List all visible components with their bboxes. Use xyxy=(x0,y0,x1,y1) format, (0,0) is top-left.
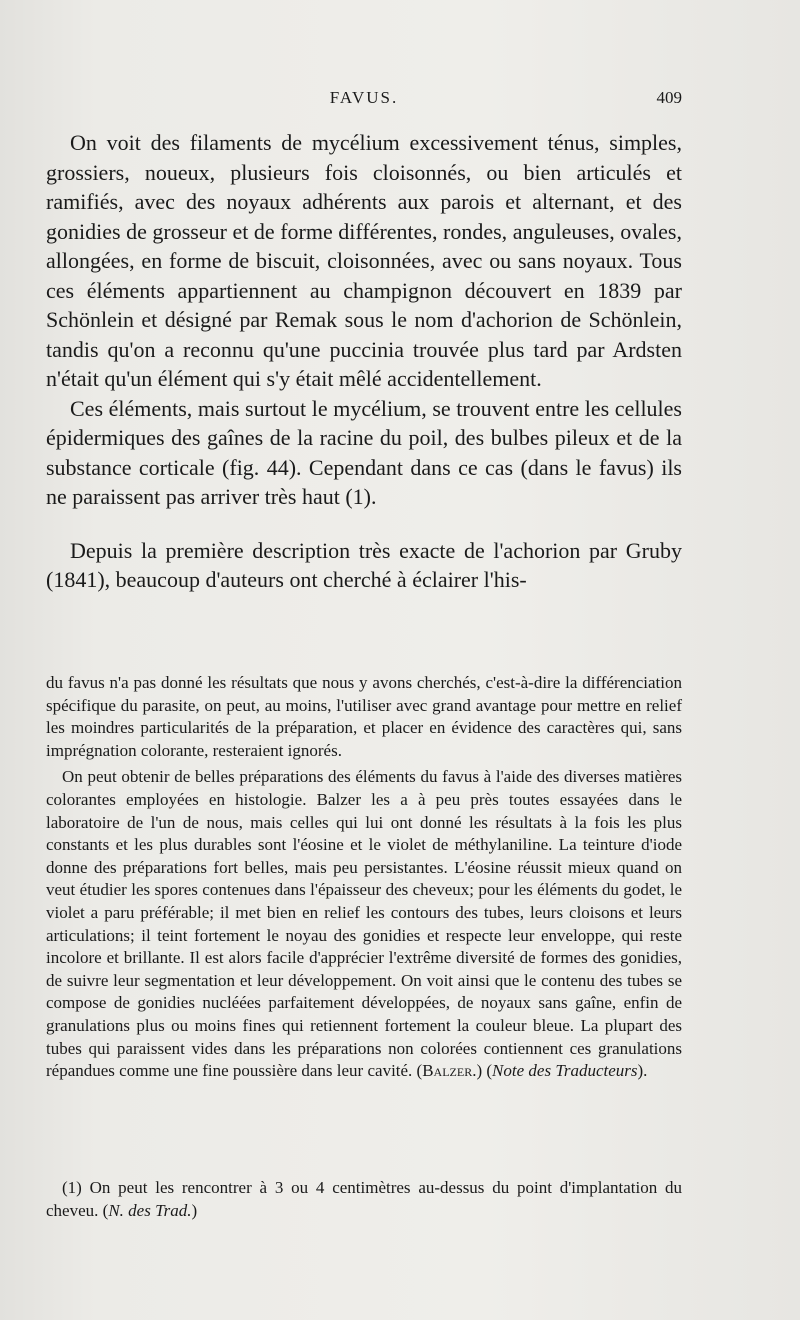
note-paragraph-1: du favus n'a pas donné les résultats que nous y avons cherchés, c'est-à-dire la différenciation spécifique du parasite, on peut, au moins, l'utiliser avec grand avantage pour mettre en relief les moindres particularités de la préparation, et placer en évidence des caractères qui, sans imprégnation colorante, resteraient ignorés. xyxy=(46,673,682,760)
footnote-attribution: N. des Trad. xyxy=(108,1200,192,1220)
body-paragraph-1: On voit des filaments de mycélium excessivement ténus, simples, grossiers, noueux, plusieurs fois cloisonnés, ou bien articulés et ramifiés, avec des noyaux adhérents aux parois et alternant, et des gonidies de grosseur et de forme différentes, rondes, anguleuses, ovales, allongées, en forme de biscuit, cloisonnées, avec ou sans noyaux. Tous ces éléments appartiennent au champignon découvert en 1839 par Schönlein et désigné par Remak sous le nom d'achorion de Schönlein, tandis qu'on a reconnu qu'une puccinia trouvée plus tard par Ardsten n'était qu'un élément qui s'y était mêlé accidentellement. xyxy=(46,130,682,391)
note-mid: .) ( xyxy=(472,1061,493,1081)
body-paragraph-2: Ces éléments, mais surtout le mycélium, se trouvent entre les cellules épidermiques des gaînes de la racine du poil, des bulbes pileux et de la substance corticale (fig. 44). Cependant dans ce cas (dans le favus) ils ne paraissent pas arriver très haut (1). xyxy=(46,395,682,509)
footnote-end: ) xyxy=(191,1200,198,1220)
note-attribution: Note des Traducteurs xyxy=(492,1061,638,1081)
page-header xyxy=(46,88,682,116)
main-text xyxy=(46,128,682,595)
footnote-text: (1) On peut les rencontrer à 3 ou 4 centimètres au-dessus du point d'implantation du cheveu. ( xyxy=(46,1178,682,1220)
note-author: Balzer xyxy=(422,1061,473,1081)
note-end: ). xyxy=(637,1061,648,1081)
note-paragraph-2-text: On peut obtenir de belles préparations des éléments du favus à l'aide des diverses matières colorantes employées en histologie. Balzer les a à peu près toutes essayées dans le laboratoire de l'un de nous, mais celles qui lui ont donné les résultats à la fois les plus constants et les plus durables sont l'éosine et le violet de méthylaniline. La teinture d'iode donne des préparations fort belles, mais peu persistantes. L'éosine réussit mieux quand on veut étudier les spores contenues dans l'épaisseur des cheveux; pour les éléments du godet, le violet a paru préférable; il met bien en relief les contours des tubes, leurs cloisons et leurs articulations; il teint fortement le noyau des gonidies et respecte leur enveloppe, qui reste incolore et brillante. Il est alors facile d'apprécier l'extrême diversité de formes des gonidies, de suivre leur segmentation et leur développement. On voit ainsi que le contenu des tubes se compose de gonidies nucléées parfaitement développées, de noyaux sans gaîne, enfin de granulations plus ou moins fines qui retiennent fortement la couleur bleue. La plupart des tubes qui paraissent vides dans les préparations non colorées contiennent ces granulations répandues comme une fine poussière dans leur cavité. ( xyxy=(46,767,682,1081)
note-paragraph-2 xyxy=(46,766,682,1082)
body-paragraph-3: Depuis la première description très exacte de l'achorion par Gruby (1841), beaucoup d'auteurs ont cherché à éclairer l'his- xyxy=(46,537,682,592)
translator-note xyxy=(46,672,682,1083)
page-number: 409 xyxy=(656,88,682,107)
footnote-paragraph xyxy=(46,1177,682,1222)
running-head: FAVUS. xyxy=(329,88,399,107)
footnote xyxy=(46,1177,682,1222)
